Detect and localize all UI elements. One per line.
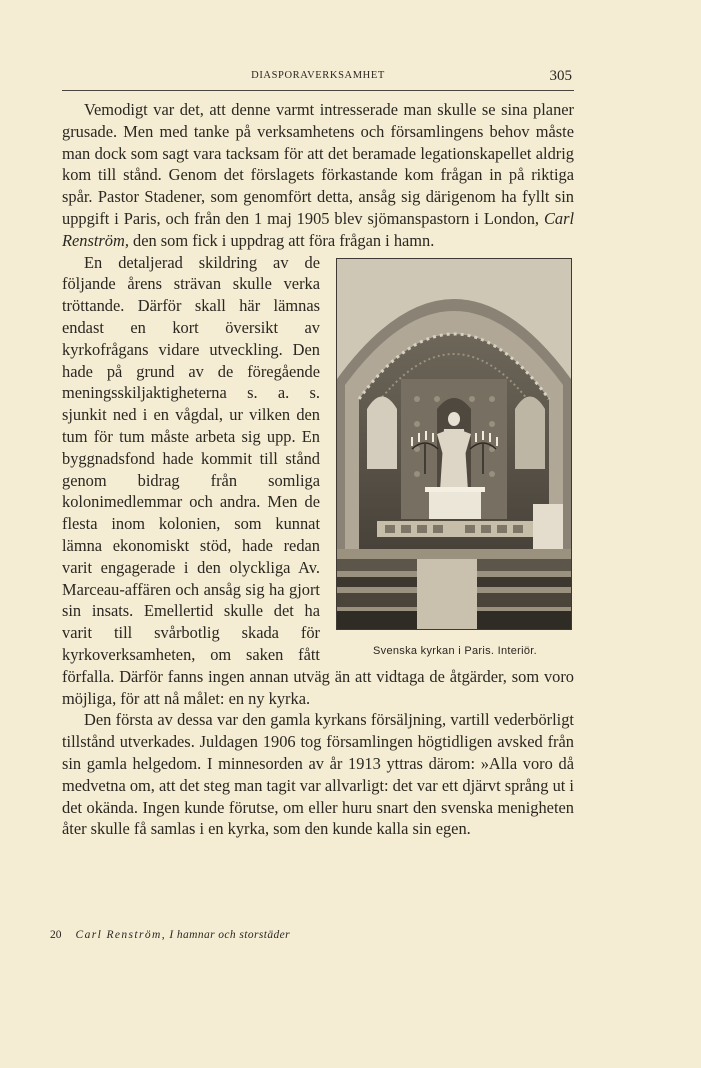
figure-caption: Svenska kyrkan i Paris. Interiör. xyxy=(373,644,537,657)
paragraph-1 xyxy=(62,99,574,252)
running-head xyxy=(62,68,574,91)
running-title: DIASPORAVERKSAMHET xyxy=(251,70,385,81)
church-interior-photo xyxy=(336,258,572,630)
paragraph-3: Den första av dessa var den gamla kyrkans försäljning, vartill vederbörligt tillstånd utverkades. Juldagen 1906 tog församlingen högtidligen avsked från sin gamla helgedom. I minnesorden av år 1913 yttras därom: »Alla voro då medvetna om, att det steg man tagit var allvarligt: det var ett djärvt språng ut i det okända. Ingen kunde förutse, om eller huru snart den svenska menigheten åter skulle få samlas i en kyrka, som den kunde kalla sin egen. xyxy=(62,710,574,839)
signature-mark: 20 xyxy=(50,929,62,941)
paragraph-2: En detaljerad skildring av de följande årens strävan skulle verka tröttande. Därför skall här lämnas endast en kort översikt av kyrkofrågans vidare utveckling. Den hade på grund av de föregående meningsskiljaktigheterna s. a. s. sjunkit ned i en vågdal, ur vilken den tum för tum måste arbeta sig upp. En byggnadsfond hade kommit till stånd genom bidrag från somliga kolonimedlemmar och andra. Men de flesta inom kolonien, som kunnat lämna ekonomiskt stöd, hade redan varit engagerade i den olyckliga Av. Marceau-affären och ansåg sig ha gjort sin insats. Emellertid skulle det ha varit till svårbotlig skada för kyrkoverksamheten, om saken fått förfalla. Därför fanns ingen annan utväg än att vidtaga de åtgärder, som voro möjliga, för att nå målet: en ny kyrka. xyxy=(62,252,574,708)
body-text xyxy=(62,99,574,840)
footer-author: Carl Renström, xyxy=(75,929,167,941)
person-name: Carl Renström, xyxy=(62,208,574,250)
page-number: 305 xyxy=(549,68,572,84)
footer-title: I hamnar och storstäder xyxy=(169,929,290,941)
paragraph-1-text: Vemodigt var det, att denne varmt intresserade man skulle se sina planer grusade. Men med tanke på verksamhetens och församlingens behov måste man dock som sagt vara tacksam för att det beramade legationskapellet aldrig kom till stånd. Genom det förslagets förkastande kom frågan in på riktiga spår. Pastor Stadener, som genomfört detta, ansåg sig därigenom ha fyllt sin uppgift i Paris, och från den 1 maj 1905 blev sjömanspastorn i London, xyxy=(62,100,574,228)
figure xyxy=(336,258,574,658)
paragraph-1-end: den som fick i uppdrag att föra frågan i hamn. xyxy=(128,230,435,250)
footer-signature xyxy=(50,929,570,941)
